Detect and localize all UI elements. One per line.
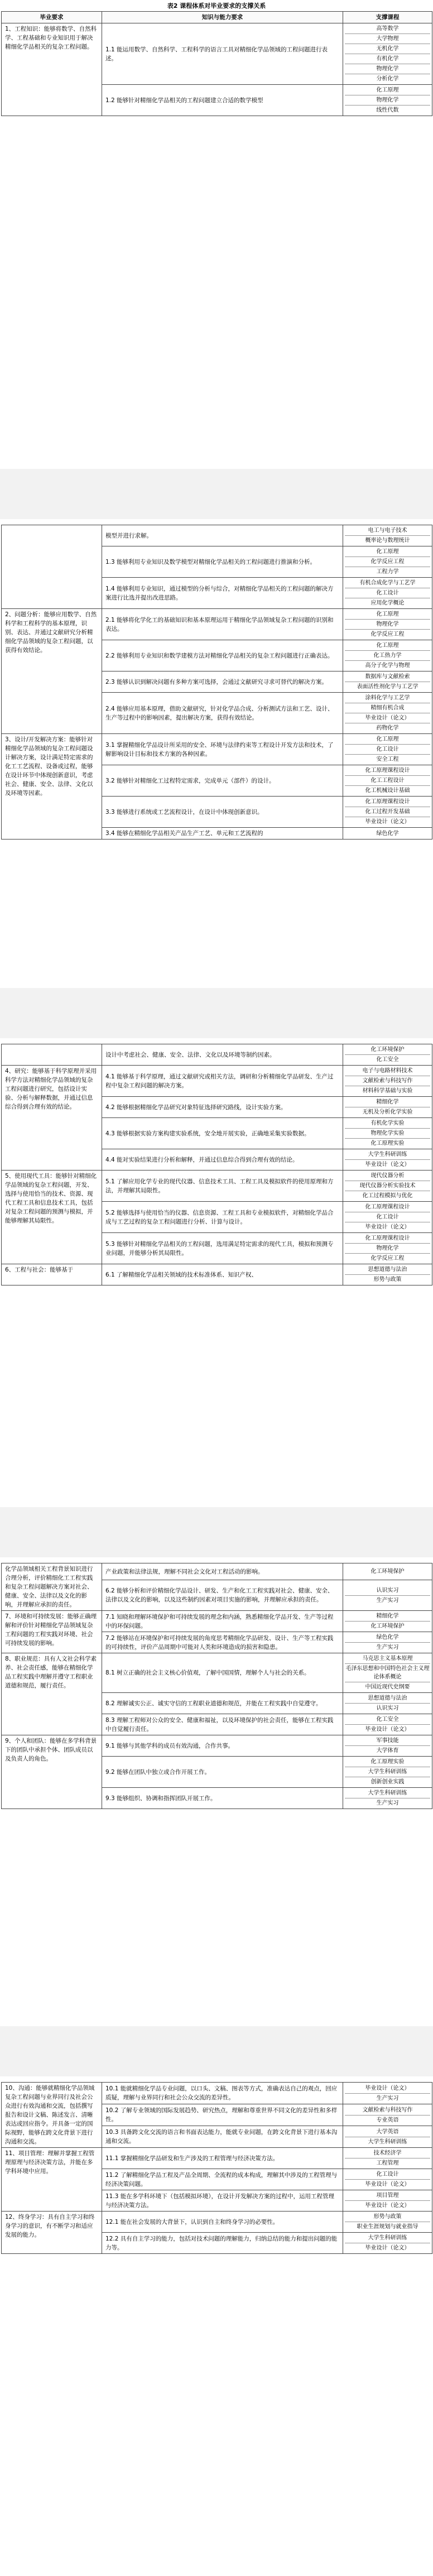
table-row — [2, 525, 432, 546]
course-name: 化工热力学 — [345, 651, 430, 661]
page-5 — [0, 2076, 433, 2576]
course-name: 无机及分析化学实验 — [362, 1109, 413, 1115]
course-name: 化工环境保护 — [345, 1045, 430, 1055]
requirements-table-1 — [1, 11, 432, 116]
graduation-requirement: 4、研究：能够基于科学原理并采用科学方法对精细化学品领域的复杂工程问题进行研究，包括设计实验、分析与解释数据，并通过信息综合得到合理有效的结论。 — [2, 1066, 102, 1171]
course-name: 化工原理 — [345, 547, 430, 557]
knowledge-ability-item: 12.1 能在社会发展的大背景下，认识到自主和终身学习的必要性。 — [102, 2212, 343, 2233]
course-name: 分析化学 — [376, 76, 399, 82]
knowledge-ability-item: 1.1 能运用数学、自然科学、工程科学的语言工具对精细化学品领域的工程问题进行表述。 — [102, 23, 343, 85]
page-gap — [0, 469, 433, 519]
course-name: 创新创业实践 — [371, 1779, 405, 1785]
course-name: 大学物理 — [345, 34, 430, 44]
course-name: 精细化学 — [345, 1097, 430, 1107]
table-row — [2, 734, 432, 765]
table-row — [2, 2083, 432, 2104]
page-4 — [0, 1557, 433, 2026]
supporting-courses — [343, 693, 432, 734]
page-gap — [0, 1507, 433, 1557]
page-3 — [0, 1038, 433, 1507]
supporting-courses — [343, 734, 432, 765]
supporting-courses — [343, 2148, 432, 2169]
course-name: 毕业设计（论文） — [345, 2084, 430, 2094]
course-name: 化工机械设计基础 — [365, 788, 410, 794]
course-name: 化工安全 — [345, 1715, 430, 1725]
supporting-courses — [343, 1653, 432, 1693]
knowledge-ability-item: 2.1 能够将化学化工的基础知识和基本原理运用于精细化学品领域复杂工程问题的识别和表达。 — [102, 609, 343, 640]
table-row — [2, 609, 432, 640]
supporting-courses — [343, 2169, 432, 2190]
course-name: 毕业设计（论文） — [365, 2203, 410, 2209]
knowledge-ability-item: 2.4 能够应用基本原理，借助文献研究，针对化学品合成、分析测试方法和工艺、设计、生产等过程中的影响因素，提出解决方案，获得有效结论。 — [102, 693, 343, 734]
header-requirement: 毕业要求 — [2, 12, 102, 23]
page-gap — [0, 988, 433, 1038]
course-name: 精细有机合成 — [345, 703, 430, 713]
supporting-courses — [343, 828, 432, 840]
course-name: 生产实习 — [376, 1800, 399, 1806]
course-name: 化工原理课程设计 — [345, 1234, 430, 1244]
course-name: 毛泽东思想和中国特色社会主义理论体系概论 — [345, 1664, 430, 1682]
supporting-courses — [343, 1693, 432, 1714]
table-caption: 表2 课程体系对毕业要求的支撑关系 — [167, 2, 266, 9]
course-name: 大学生科研训练 — [345, 2233, 430, 2243]
course-name: 化工设计 — [345, 2170, 430, 2180]
course-name: 电工与电子技术 — [345, 526, 430, 536]
course-name: 电子与电路材料技术 — [345, 1066, 430, 1076]
table-row — [2, 1653, 432, 1693]
course-name: 大学英语 — [345, 2127, 430, 2137]
course-name: 工程力学 — [376, 569, 399, 575]
course-name: 安全工程 — [376, 756, 399, 762]
knowledge-ability-item: 8.2 理解诚实公正、诚实守信的工程职业道德和规范，并能在工程实践中自觉遵守。 — [102, 1693, 343, 1714]
knowledge-ability-item: 11.2 了解精细化学品工程及产品全周期、全流程的成本构成，理解其中涉及的工程管理与经济决策问题。 — [102, 2169, 343, 2190]
knowledge-ability-item: 7.2 能够站在环境保护和可持续发展的角度思考精细化学品研发、设计、生产等工程实践的可持续性，评价产品周期中可能对人类和环境造成的损害和隐患。 — [102, 1632, 343, 1653]
course-name: 中国近现代史纲要 — [365, 1684, 410, 1690]
requirements-table-2 — [1, 525, 432, 840]
knowledge-ability-item: 6.1 了解精细化学品相关领域的技术标准体系、知识产权、 — [102, 1264, 343, 1285]
graduation-requirement — [2, 1044, 102, 1066]
course-name: 化工原理 — [345, 610, 430, 620]
course-name: 化工过程模拟与优化 — [362, 1193, 413, 1199]
course-name: 无机化学 — [345, 44, 430, 54]
supporting-courses — [343, 2233, 432, 2254]
course-name: 大学生科研训练 — [345, 1150, 430, 1160]
requirements-table-5 — [1, 2082, 432, 2254]
knowledge-ability-item: 模型并进行求解。 — [102, 525, 343, 546]
graduation-requirement: 8、职业规范：具有人文社会科学素养、社会责任感，能够在精细化学品工程实践中理解并遵守工程职业道德和规范，履行责任。 — [2, 1653, 102, 1735]
course-name: 化学反应工程 — [371, 631, 405, 637]
course-name: 化工环境保护 — [371, 1568, 405, 1575]
course-name: 有机合成化学与工艺学 — [345, 578, 430, 588]
course-name: 化工工程设计 — [345, 776, 430, 786]
supporting-courses — [343, 23, 432, 85]
course-name: 化工原理课程设计 — [345, 1202, 430, 1212]
requirements-table-3 — [1, 1044, 432, 1285]
supporting-courses — [343, 1714, 432, 1735]
supporting-courses — [343, 640, 432, 671]
supporting-courses — [343, 525, 432, 546]
knowledge-ability-item: 9.3 能够组织、协调和指挥团队开展工作。 — [102, 1788, 343, 1809]
course-name: 化工原理实验 — [371, 1140, 405, 1147]
knowledge-ability-item: 2.3 能够认识到解决问题有多种方案可选择，会通过文献研究寻求可替代的解决方案。 — [102, 671, 343, 693]
knowledge-ability-item: 12.2 具有自主学习的能力，包括对技术问题的理解能力，归纳总结的能力和提出问题的能力等。 — [102, 2233, 343, 2254]
supporting-courses — [343, 2126, 432, 2148]
knowledge-ability-item: 6.2 能够分析和评价精细化学品设计、研发、生产和化工工程实践对社会、健康、安全、法律以及文化的影响，以及这些制约因素对项目实施的影响，并理解应承担的责任。 — [102, 1580, 343, 1611]
course-name: 化工设计 — [345, 745, 430, 755]
course-name: 认识实习 — [376, 1705, 399, 1711]
graduation-requirement: 6、工程与社会：能够基于 — [2, 1264, 102, 1285]
course-name: 生产实习 — [376, 1597, 399, 1604]
knowledge-ability-item: 1.2 能够针对精细化学品相关的工程问题建立合适的数学模型 — [102, 85, 343, 116]
knowledge-ability-item: 3.4 能够在精细化学品相关产品生产工艺、单元和工艺流程的 — [102, 828, 343, 840]
supporting-courses — [343, 1118, 432, 1149]
graduation-requirement: 2、问题分析：能够应用数学、自然科学和工程科学的基本原理，识别、表达、并通过文献研究分析精细化学品领域的复杂工程问题，以获得有效结论。 — [2, 609, 102, 734]
course-name: 应用化学概论 — [371, 600, 405, 606]
course-name: 化工原理课程设计 — [345, 766, 430, 776]
course-name: 化工原理实验 — [345, 1757, 430, 1767]
course-name: 有机化学实验 — [345, 1119, 430, 1129]
knowledge-ability-item: 5.2 能够选择与使用恰当的仪器、信息资源、工程工具和专业模拟软件，对精细化学品合成与工艺过程的复杂工程问题进行分析、计算与设计。 — [102, 1202, 343, 1233]
course-name: 概率论与数理统计 — [365, 538, 410, 544]
supporting-courses — [343, 1580, 432, 1611]
course-name: 现代仪器分析实验技术 — [345, 1181, 430, 1191]
knowledge-ability-item: 9.2 能够在团队中独立或合作开展工作。 — [102, 1757, 343, 1788]
course-name: 毕业设计（论文） — [365, 1224, 410, 1230]
supporting-courses — [343, 1563, 432, 1580]
course-name: 精细化学 — [345, 1611, 430, 1622]
table-row — [2, 1066, 432, 1097]
knowledge-ability-item: 3.2 能够针对精细化工过程特定需求，完成单元（部件）的设计。 — [102, 765, 343, 797]
table-row — [2, 1264, 432, 1285]
course-name: 职业生涯规划与就业指导 — [357, 2224, 418, 2230]
course-name: 化工原理课程设计 — [345, 797, 430, 807]
table-row — [2, 1171, 432, 1202]
course-name: 专业英语 — [376, 2117, 399, 2123]
table-row — [2, 1735, 432, 1757]
course-name: 毕业设计（论文） — [365, 2181, 410, 2188]
knowledge-ability-item: 8.3 理解工程师对公众的安全、健康和福祉，以及环境保护的社会责任，能够在工程实践中自觉履行责任。 — [102, 1714, 343, 1735]
supporting-courses — [343, 1632, 432, 1653]
course-name: 项目管理 — [345, 2191, 430, 2201]
knowledge-ability-item: 7.1 知晓和理解环境保护和可持续发展的理念和内涵，熟悉精细化学品开发、生产等过程中的环保问题。 — [102, 1611, 343, 1632]
course-name: 表面活性剂化学与工艺学 — [357, 684, 418, 690]
knowledge-ability-item: 3.3 能够进行系统或工艺流程设计，在设计中体现创新意识。 — [102, 797, 343, 828]
header-courses: 支撑课程 — [343, 12, 432, 23]
requirements-table-4 — [1, 1563, 432, 1809]
table-row — [2, 1611, 432, 1632]
course-name: 现代仪器分析 — [345, 1171, 430, 1181]
knowledge-ability-item: 10.1 能就精细化学品专业问题，以口头、文稿、图表等方式，准确表达自己的观点，回应质疑，理解与业界同行和社会公众交流的差异性。 — [102, 2083, 343, 2104]
supporting-courses — [343, 1735, 432, 1757]
supporting-courses — [343, 671, 432, 693]
table-row — [2, 2212, 432, 2233]
course-name: 生产实习 — [376, 1644, 399, 1651]
course-name: 大学生科研训练 — [345, 1788, 430, 1798]
course-name: 化工原理 — [345, 735, 430, 745]
knowledge-ability-item: 3.1 掌握精细化学品设计所采用的安全、环境与法律约束等工程设计开发方法和技术，了解影响设计目标和技术方案的各种因素。 — [102, 734, 343, 765]
course-name: 药物化学 — [376, 725, 399, 731]
course-name: 形势与政策 — [373, 1277, 402, 1283]
course-name: 大学生科研训练 — [345, 1767, 430, 1777]
course-name: 材料科学基础与实验 — [362, 1088, 413, 1094]
supporting-courses — [343, 546, 432, 578]
course-name: 有机化学 — [345, 54, 430, 64]
course-name: 毕业设计（论文） — [365, 819, 410, 825]
course-name: 文献检索与科技写作 — [345, 2105, 430, 2116]
knowledge-ability-item: 4.2 能够根据精细化学品研究对象特征选择研究路线，设计实验方案。 — [102, 1097, 343, 1118]
knowledge-ability-item: 10.3 具备跨文化交流的语言和书面表达能力，能就专业问题，在跨文化背景下进行基本沟通和交流。 — [102, 2126, 343, 2148]
course-name: 化工过程开发基础 — [345, 807, 430, 817]
course-name: 工程管理 — [376, 2160, 399, 2166]
course-name: 涂料化学与工艺学 — [345, 693, 430, 703]
course-name: 毕业设计（论文） — [365, 1726, 410, 1733]
knowledge-ability-item: 5.1 了解应用化学专业的现代仪器、信息技术工具、工程工具及模拟软件的使用原理和方法，并理解其局限性。 — [102, 1171, 343, 1202]
supporting-courses — [343, 1202, 432, 1233]
supporting-courses — [343, 1611, 432, 1632]
supporting-courses — [343, 2083, 432, 2104]
supporting-courses — [343, 85, 432, 116]
course-name: 马克思主义基本原理 — [345, 1654, 430, 1664]
knowledge-ability-item: 8.1 树立正确的社会主义核心价值观，了解中国国情，理解个人与社会的关系。 — [102, 1653, 343, 1693]
course-name: 物理化学 — [345, 64, 430, 74]
course-name: 化工原理 — [345, 641, 430, 651]
supporting-courses — [343, 1757, 432, 1788]
header-knowledge: 知识与能力要求 — [102, 12, 343, 23]
graduation-requirement: 5、使用现代工具：能够针对精细化学品领域的复杂工程问题，开发、选择与使用恰当的技术、资源、现代工程工具和信息技术工具，包括对复杂工程问题的预测与模拟，并能够理解其局限性。 — [2, 1171, 102, 1264]
course-name: 物理化学 — [345, 1244, 430, 1254]
course-name: 化工环境保护 — [371, 1623, 405, 1629]
supporting-courses — [343, 1044, 432, 1066]
knowledge-ability-item: 1.3 能够利用专业知识及数学模型对精细化学品相关的工程问题进行推演和分析。 — [102, 546, 343, 578]
course-name: 高分子化学与物理 — [365, 663, 410, 669]
course-name: 化学反应工程 — [345, 557, 430, 567]
course-name: 思想道德与法治 — [345, 1694, 430, 1704]
course-name: 绿色化学 — [345, 1633, 430, 1643]
graduation-requirement: 7、环境和可持续发展：能够正确理解和评价针对精细化学品领域复杂工程问题的工程实践对环境、社会可持续发展的影响。 — [2, 1611, 102, 1653]
knowledge-ability-item: 2.2 能够利用专业知识和数学建模方法对精细化学品相关的复杂工程问题进行正确表达。 — [102, 640, 343, 671]
graduation-requirement: 1、工程知识：能够将数学、自然科学、工程基础和专业知识用于解决精细化学品相关的复杂工程问题。 — [2, 23, 102, 116]
course-name: 高等数学 — [345, 24, 430, 34]
page-2 — [0, 519, 433, 988]
graduation-requirement: 3、设计/开发解决方案：能够针对精细化学品领域的复杂工程问题设计解决方案，设计满足特定需求的化工工艺流程、设备或过程，能够在设计环节中体现创新意识，考虑社会、健康、安全、法律、文化以及环境等因素。 — [2, 734, 102, 840]
supporting-courses — [343, 578, 432, 609]
knowledge-ability-item: 4.4 能对实验结果进行分析和解释，并通过信息综合得到合理有效的结论。 — [102, 1149, 343, 1171]
course-name: 毕业设计（论文） — [365, 2245, 410, 2251]
supporting-courses — [343, 2104, 432, 2126]
supporting-courses — [343, 1788, 432, 1809]
course-name: 化学反应工程 — [371, 1255, 405, 1261]
knowledge-ability-item: 产业政策和法律法规，理解不同社会文化对工程活动的影响。 — [102, 1563, 343, 1580]
course-name: 数据库与文献检索 — [345, 672, 430, 682]
page-gap — [0, 2026, 433, 2076]
supporting-courses — [343, 1149, 432, 1171]
course-name: 物理化学 — [345, 620, 430, 630]
course-name: 大学体育 — [376, 1748, 399, 1754]
knowledge-ability-item: 4.1 能够基于科学原理，通过文献研究或相关方法，调研和分析精细化学品研发、生产过程中复杂工程问题的解决方案。 — [102, 1066, 343, 1097]
page-1 — [0, 0, 433, 469]
course-name: 形势与政策 — [345, 2212, 430, 2222]
course-name: 文献检索与科技写作 — [345, 1076, 430, 1086]
course-name: 毕业设计（论文） — [365, 1162, 410, 1168]
course-name: 化工设计 — [345, 588, 430, 598]
supporting-courses — [343, 1171, 432, 1202]
course-name: 物理化学实验 — [345, 1129, 430, 1139]
course-name: 化工设计 — [345, 1212, 430, 1222]
table-row — [2, 1044, 432, 1066]
supporting-courses — [343, 2212, 432, 2233]
course-name: 大学生科研训练 — [368, 2138, 407, 2145]
course-name: 物理化学 — [345, 95, 430, 105]
supporting-courses — [343, 1097, 432, 1118]
knowledge-ability-item: 11.3 能在多学科环境下（包括模拟环境），在设计开发解决方案的过程中，运用工程管理与经济决策方法。 — [102, 2190, 343, 2212]
graduation-requirement: 11、项目管理：理解并掌握工程管理原理与经济决策方法，并能在多学科环境中应用。 — [2, 2148, 102, 2212]
knowledge-ability-item: 4.3 能够根据实验方案构建实验系统，安全地开展实验，正确地采集实验数据。 — [102, 1118, 343, 1149]
supporting-courses — [343, 1233, 432, 1264]
course-name: 化工原理 — [345, 85, 430, 95]
knowledge-ability-item: 5.3 能够针对精细化学品相关的工程问题，选用满足特定需求的现代工具，模拟和预测专业问题，并能够分析其局限性。 — [102, 1233, 343, 1264]
course-name: 毕业设计（论文） — [345, 713, 430, 723]
course-name: 线性代数 — [376, 107, 399, 113]
supporting-courses — [343, 765, 432, 797]
supporting-courses — [343, 2190, 432, 2212]
graduation-requirement: 9、个人和团队：能够在多学科背景下的团队中承担个体、团队成员以及负责人的角色。 — [2, 1735, 102, 1809]
course-name: 绿色化学 — [376, 830, 399, 837]
supporting-courses — [343, 1066, 432, 1097]
knowledge-ability-item: 1.4 能够利用专业知识，通过模型的分析与综合，对精细化学品相关的工程问题的解决方案进行比选并提出改进思路。 — [102, 578, 343, 609]
course-name: 化工安全 — [376, 1057, 399, 1063]
graduation-requirement — [2, 525, 102, 609]
table-row — [2, 2148, 432, 2169]
course-name: 军事技能 — [345, 1736, 430, 1746]
course-name: 技术经济学 — [345, 2148, 430, 2158]
table-row — [2, 1563, 432, 1580]
knowledge-ability-item: 10.2 了解专业领域的国际发展趋势、研究热点，理解和尊重世界不同文化的差异性和多样性。 — [102, 2104, 343, 2126]
course-name: 思想道德与法治 — [345, 1265, 430, 1275]
course-name: 生产实习 — [376, 2095, 399, 2102]
supporting-courses — [343, 797, 432, 828]
graduation-requirement: 10、沟通：能够就精细化学品领域复杂工程问题与业界同行及社会公众进行有效沟通和交流，包括撰写报告和设计文稿、陈述发言、清晰表达或回应指令。并具备一定的国际视野，能够在跨文化背景下进行沟通和交流。 — [2, 2083, 102, 2148]
knowledge-ability-item: 11.1 掌握精细化学品研发和生产涉及的工程管理与经济决策方法。 — [102, 2148, 343, 2169]
table-row — [2, 23, 432, 85]
supporting-courses — [343, 609, 432, 640]
knowledge-ability-item: 9.1 能够与其他学科的成员有效沟通，合作共事。 — [102, 1735, 343, 1757]
course-name: 认识实习 — [345, 1586, 430, 1596]
supporting-courses — [343, 1264, 432, 1285]
graduation-requirement: 12、终身学习：具有自主学习和终身学习的意识，有不断学习和适应发展的能力。 — [2, 2212, 102, 2254]
graduation-requirement: 化学品领域相关工程背景知识进行合理分析，评价精细化工工程实践和复杂工程问题解决方案对社会、健康、安全、法律以及文化的影响，并理解应承担的责任。 — [2, 1563, 102, 1611]
knowledge-ability-item: 设计中考虑社会、健康、安全、法律、文化以及环境等制约因素。 — [102, 1044, 343, 1066]
